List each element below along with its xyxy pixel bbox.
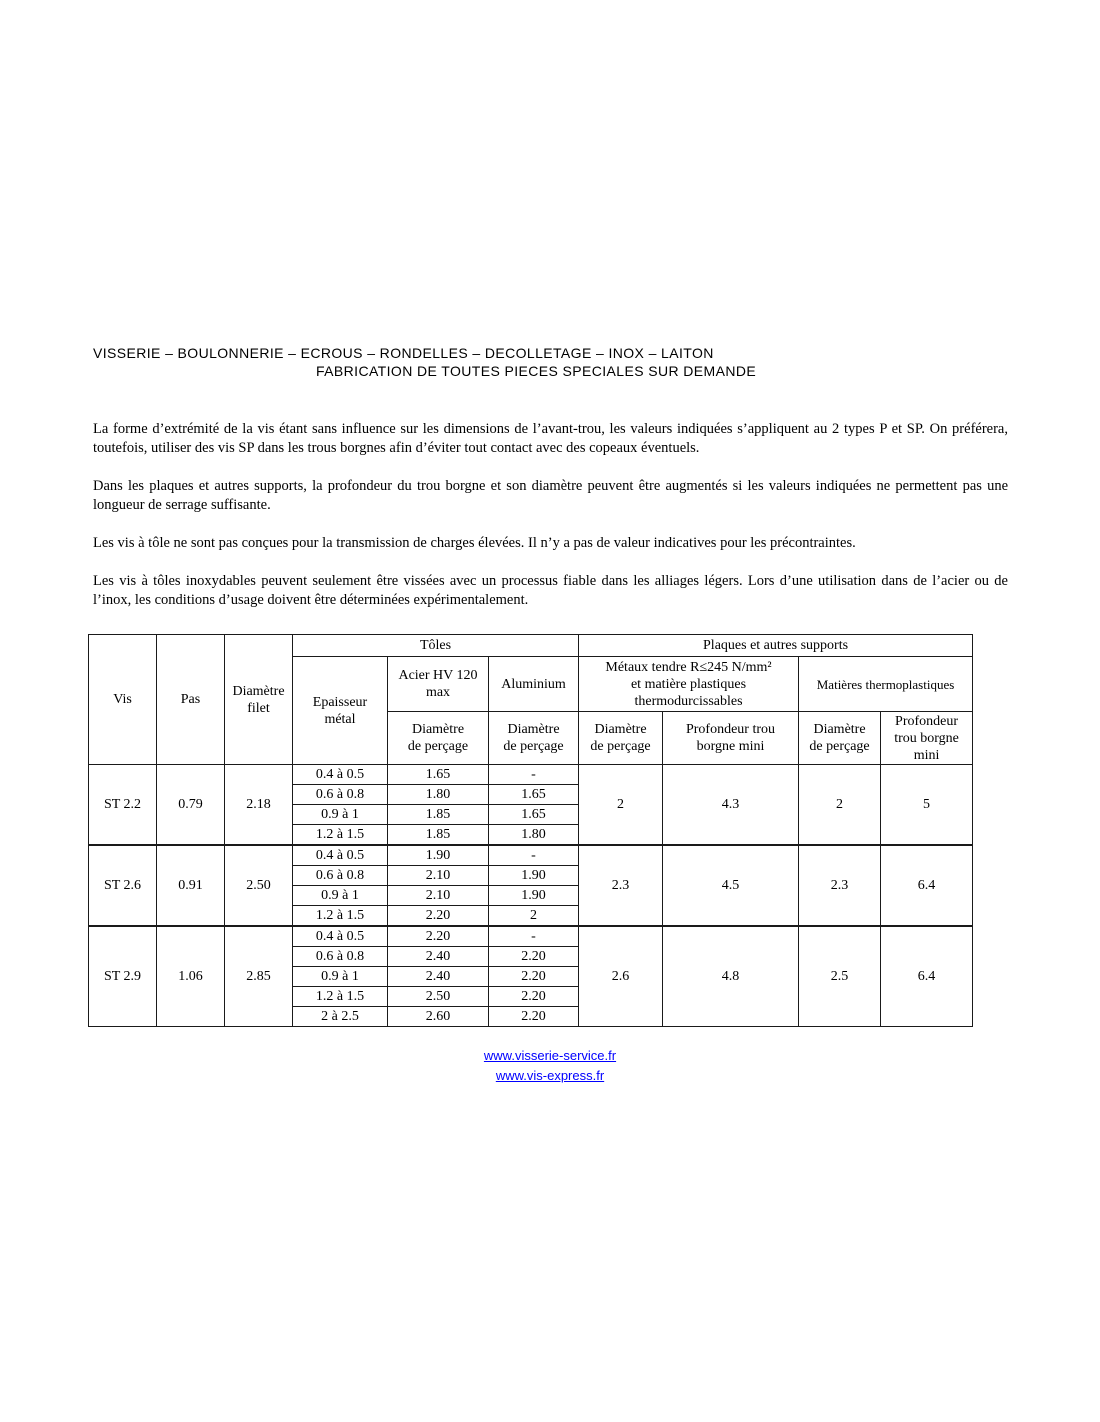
paragraph-charges: Les vis à tôle ne sont pas conçues pour la transmission de charges élevées. Il n’y a pas de valeur indicatives pour les précontraintes. [93, 535, 856, 551]
cell-acier-diametre: 2.60 [388, 1007, 489, 1027]
table-row [89, 926, 973, 947]
cell-epaisseur: 0.4 à 0.5 [293, 765, 388, 785]
cell-plaques-diametre: 2.3 [579, 845, 663, 926]
header-metaux-diametre-percage: Diamètre de perçage [579, 712, 663, 765]
cell-aluminium-diametre: 2.20 [489, 1007, 579, 1027]
cell-vis: ST 2.6 [89, 845, 157, 926]
cell-epaisseur: 0.6 à 0.8 [293, 947, 388, 967]
cell-aluminium-diametre: 1.80 [489, 825, 579, 846]
cell-acier-diametre: 2.20 [388, 926, 489, 947]
cell-diametre-filet: 2.85 [225, 926, 293, 1027]
cell-epaisseur: 2 à 2.5 [293, 1007, 388, 1027]
cell-aluminium-diametre: 1.65 [489, 785, 579, 805]
header-metaux-tendre: Métaux tendre R≤245 N/mm² et matière plastiques thermodurcissables [579, 657, 799, 712]
cell-diametre-filet: 2.50 [225, 845, 293, 926]
drilling-spec-table [88, 634, 973, 1027]
heading-line-2: FABRICATION DE TOUTES PIECES SPECIALES SUR DEMANDE [316, 363, 757, 379]
header-plaques: Plaques et autres supports [579, 635, 973, 657]
cell-aluminium-diametre: - [489, 765, 579, 785]
cell-acier-diametre: 1.85 [388, 825, 489, 846]
cell-thermo-diametre: 2.3 [799, 845, 881, 926]
cell-pas: 0.91 [157, 845, 225, 926]
footer-links [0, 1046, 1100, 1086]
cell-aluminium-diametre: 2.20 [489, 947, 579, 967]
table-row [89, 845, 973, 866]
cell-epaisseur: 0.4 à 0.5 [293, 845, 388, 866]
header-thermo-profondeur: Profondeur trou borgne mini [881, 712, 973, 765]
table-row [89, 765, 973, 785]
header-diametre-filet: Diamètre filet [225, 635, 293, 765]
heading-line-1: VISSERIE – BOULONNERIE – ECROUS – RONDELLES – DECOLLETAGE – INOX – LAITON [93, 345, 714, 361]
header-toles: Tôles [293, 635, 579, 657]
cell-acier-diametre: 1.90 [388, 845, 489, 866]
cell-pas: 0.79 [157, 765, 225, 846]
cell-aluminium-diametre: - [489, 845, 579, 866]
header-thermoplastiques: Matières thermoplastiques [799, 657, 973, 712]
header-acier: Acier HV 120 max [388, 657, 489, 712]
body-text [93, 420, 1008, 629]
cell-epaisseur: 0.6 à 0.8 [293, 866, 388, 886]
cell-epaisseur: 0.9 à 1 [293, 967, 388, 987]
link-vis-express[interactable]: www.vis-express.fr [495, 1068, 605, 1083]
paragraph-plaques: Dans les plaques et autres supports, la profondeur du trou borgne et son diamètre peuvent être augmentés si les valeurs indiquées ne permettent pas une longueur de serrage suffisante. [93, 478, 1008, 513]
cell-pas: 1.06 [157, 926, 225, 1027]
cell-aluminium-diametre: 1.90 [489, 866, 579, 886]
header-thermo-diametre-percage: Diamètre de perçage [799, 712, 881, 765]
cell-acier-diametre: 2.40 [388, 947, 489, 967]
cell-thermo-profondeur: 5 [881, 765, 973, 846]
cell-thermo-diametre: 2 [799, 765, 881, 846]
cell-aluminium-diametre: 2 [489, 906, 579, 927]
header-row-1 [89, 635, 973, 657]
link-visserie-service[interactable]: www.visserie-service.fr [483, 1048, 617, 1063]
cell-epaisseur: 0.9 à 1 [293, 805, 388, 825]
cell-plaques-diametre: 2.6 [579, 926, 663, 1027]
cell-acier-diametre: 2.10 [388, 866, 489, 886]
cell-acier-diametre: 1.80 [388, 785, 489, 805]
paragraph-extremite: La forme d’extrémité de la vis étant sans influence sur les dimensions de l’avant-trou, les valeurs indiquées s’appliquent au 2 types P et SP. On préférera, toutefois, utiliser des vis SP dans les trous borgnes afin d’éviter tout contact avec des copeaux éventuels. [93, 421, 1008, 456]
header-vis: Vis [89, 635, 157, 765]
cell-plaques-profondeur: 4.3 [663, 765, 799, 846]
header-aluminium: Aluminium [489, 657, 579, 712]
cell-plaques-profondeur: 4.5 [663, 845, 799, 926]
paragraph-inoxydables: Les vis à tôles inoxydables peuvent seulement être vissées avec un processus fiable dans les alliages légers. Lors d’une utilisation dans de l’acier ou de l’inox, les conditions d’usage doivent être déterminées expérimentalement. [93, 573, 1008, 608]
cell-epaisseur: 1.2 à 1.5 [293, 987, 388, 1007]
cell-plaques-diametre: 2 [579, 765, 663, 846]
cell-acier-diametre: 2.40 [388, 967, 489, 987]
header-epaisseur-metal: Epaisseur métal [293, 657, 388, 765]
cell-acier-diametre: 1.85 [388, 805, 489, 825]
document-heading [93, 344, 756, 380]
cell-aluminium-diametre: 1.90 [489, 886, 579, 906]
header-acier-diametre-percage: Diamètre de perçage [388, 712, 489, 765]
cell-epaisseur: 0.6 à 0.8 [293, 785, 388, 805]
cell-epaisseur: 0.4 à 0.5 [293, 926, 388, 947]
cell-thermo-profondeur: 6.4 [881, 845, 973, 926]
cell-aluminium-diametre: 2.20 [489, 987, 579, 1007]
cell-acier-diametre: 1.65 [388, 765, 489, 785]
cell-vis: ST 2.2 [89, 765, 157, 846]
header-aluminium-diametre-percage: Diamètre de perçage [489, 712, 579, 765]
header-pas: Pas [157, 635, 225, 765]
cell-aluminium-diametre: 2.20 [489, 967, 579, 987]
cell-thermo-profondeur: 6.4 [881, 926, 973, 1027]
cell-acier-diametre: 2.20 [388, 906, 489, 927]
cell-acier-diametre: 2.10 [388, 886, 489, 906]
cell-acier-diametre: 2.50 [388, 987, 489, 1007]
cell-vis: ST 2.9 [89, 926, 157, 1027]
cell-diametre-filet: 2.18 [225, 765, 293, 846]
cell-thermo-diametre: 2.5 [799, 926, 881, 1027]
cell-epaisseur: 0.9 à 1 [293, 886, 388, 906]
cell-aluminium-diametre: - [489, 926, 579, 947]
cell-aluminium-diametre: 1.65 [489, 805, 579, 825]
header-metaux-profondeur: Profondeur trou borgne mini [663, 712, 799, 765]
cell-plaques-profondeur: 4.8 [663, 926, 799, 1027]
cell-epaisseur: 1.2 à 1.5 [293, 906, 388, 927]
cell-epaisseur: 1.2 à 1.5 [293, 825, 388, 846]
